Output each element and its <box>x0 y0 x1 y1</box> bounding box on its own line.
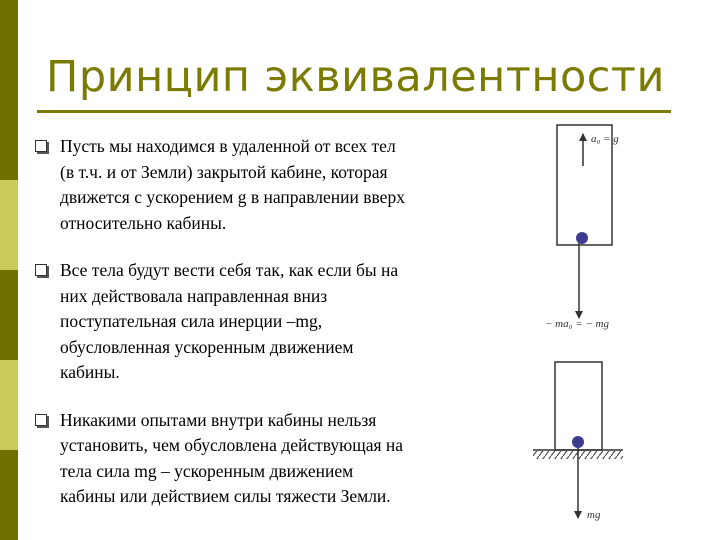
slide-title: Принцип эквивалентности <box>46 52 665 102</box>
bullet-item <box>34 134 474 236</box>
bullet-line: кабины или действием силы тяжести Земли. <box>60 486 391 506</box>
bullet-list <box>34 134 474 510</box>
bullet-line: (в т.ч. и от Земли) закрытой кабине, которая <box>60 161 388 182</box>
ball <box>572 436 584 448</box>
bullet-line: движется с ускорением g в направлении вверх <box>60 187 405 207</box>
gravity-force-label: mg <box>587 509 601 521</box>
bullet-line: кабины. <box>60 362 120 382</box>
bullet-line: Пусть мы находимся в удаленной от всех тел <box>60 136 396 156</box>
bullet-line: Все тела будут вести себя так, как если бы на <box>60 260 399 280</box>
sidebar-band <box>0 270 18 360</box>
square-bullet-icon <box>35 264 47 276</box>
inertia-force-label: − ma₀ = − mg <box>545 318 609 330</box>
bullet-line: них действовала направленная вниз <box>60 285 328 306</box>
bullet-item <box>34 258 474 386</box>
square-bullet-icon <box>35 414 47 426</box>
bullet-line: обусловленная ускоренным движением <box>60 336 354 357</box>
acceleration-label: a₀ = g <box>591 133 619 145</box>
decorative-sidebar <box>0 0 18 540</box>
cabin-diagram <box>515 120 665 525</box>
sidebar-band <box>0 180 18 270</box>
sidebar-band <box>0 360 18 450</box>
bullet-item <box>34 408 474 510</box>
square-bullet-icon <box>35 140 47 152</box>
bullet-line: тела сила mg – ускоренным движением <box>60 460 354 481</box>
ball <box>576 232 588 244</box>
bullet-line: относительно кабины. <box>60 212 227 233</box>
sidebar-band <box>0 450 18 540</box>
bullet-line: установить, чем обусловлена действующая на <box>60 435 404 455</box>
bullet-line: Никакими опытами внутри кабины нельзя <box>60 409 377 430</box>
sidebar-band <box>0 0 18 180</box>
title-underline <box>37 110 671 113</box>
bullet-line: поступательная сила инерции –mg, <box>60 311 323 331</box>
